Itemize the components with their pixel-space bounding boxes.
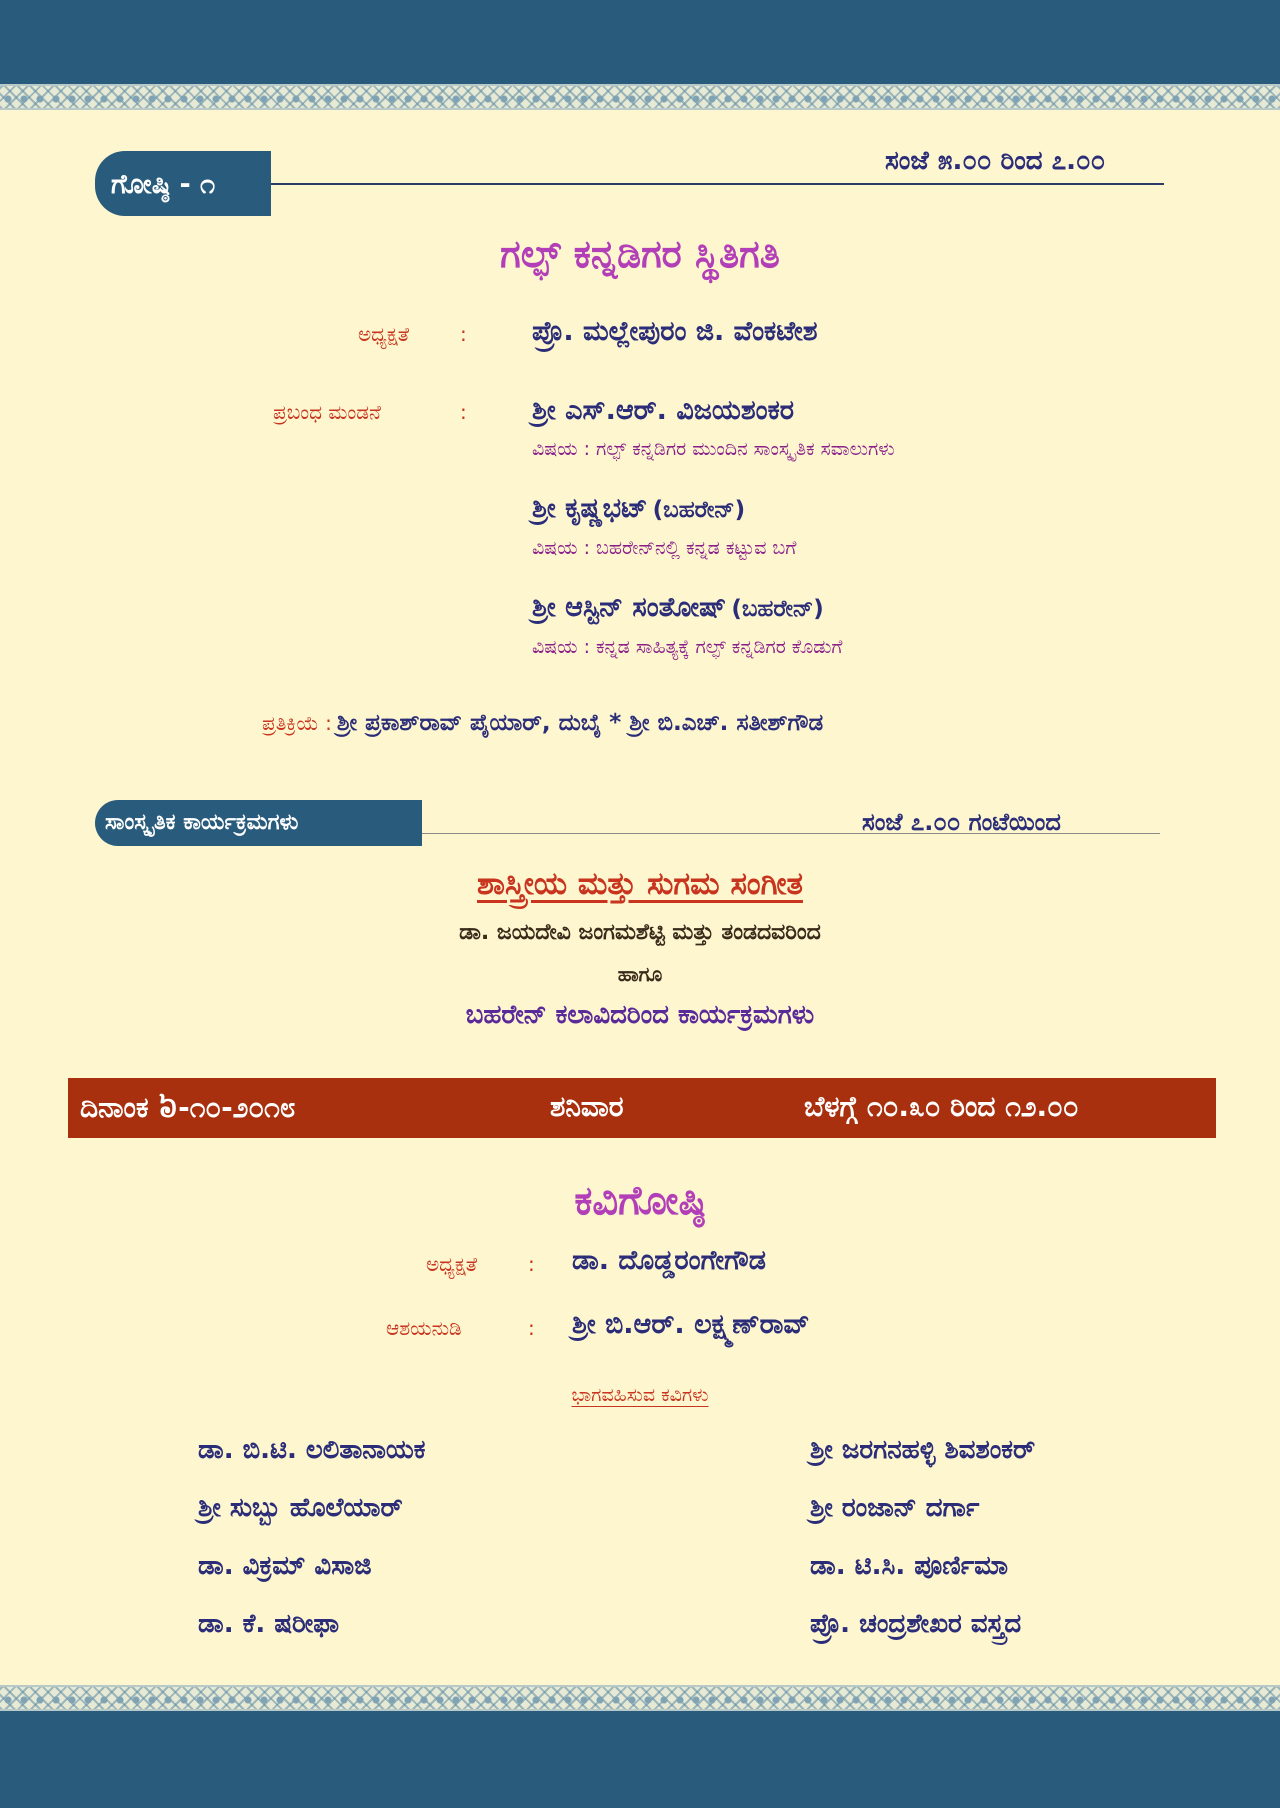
speaker-topic: ವಿಷಯ : ಗಲ್ಫ್ ಕನ್ನಡಿಗರ ಮುಂದಿನ ಸಾಂಸ್ಕೃತಿಕ ಸವಾಲುಗಳು xyxy=(532,438,895,460)
cultural-title-wrap xyxy=(0,866,1280,903)
poets-heading: ಭಾಗವಹಿಸುವ ಕವಿಗಳು xyxy=(571,1384,709,1406)
keynote-label: ಆಶಯನುಡಿ xyxy=(386,1316,462,1340)
kavigoshti-chair-label: ಅಧ್ಯಕ್ಷತೆ xyxy=(426,1252,478,1276)
top-header-band xyxy=(0,0,1280,84)
chair-label: ಅಧ್ಯಕ್ಷತೆ xyxy=(358,322,410,346)
cultural-line-2: ಹಾಗೂ xyxy=(617,962,663,986)
keynote-colon: : xyxy=(528,1316,535,1340)
speaker-item xyxy=(532,592,824,624)
session1-time: ಸಂಜೆ ೫.೦೦ ರಿಂದ ೭.೦೦ xyxy=(885,146,1106,176)
cultural-title: ಶಾಸ್ತ್ರೀಯ ಮತ್ತು ಸುಗಮ ಸಂಗೀತ xyxy=(477,866,803,902)
kavigoshti-chair-name: ಡಾ. ದೊಡ್ಡರಂಗೇಗೌಡ xyxy=(572,1245,766,1276)
kavigoshti-title: ಕವಿಗೋಷ್ಠಿ xyxy=(574,1178,706,1224)
speaker-name: ಶ್ರೀ ಕೃಷ್ಣಭಟ್ xyxy=(532,493,648,524)
papers-label: ಪ್ರಬಂಧ ಮಂಡನೆ xyxy=(273,400,381,424)
response-names: ಶ್ರೀ ಪ್ರಕಾಶ್‌ರಾವ್ ಪೈಯಾರ್, ದುಬೈ * ಶ್ರೀ ಬಿ.ಎಚ್. ಸತೀಶ್‌ಗೌಡ xyxy=(336,710,824,736)
session1-title: ಗಲ್ಫ್ ಕನ್ನಡಿಗರ ಸ್ಥಿತಿಗತಿ xyxy=(500,232,780,276)
chair-colon: : xyxy=(460,322,467,346)
speaker-location: (ಬಹರೇನ್) xyxy=(731,596,824,622)
poet-left: ಡಾ. ಬಿ.ಟಿ. ಲಲಿತಾನಾಯಕ xyxy=(198,1435,426,1465)
session1-badge: ಗೋಷ್ಠಿ - ೧ xyxy=(95,151,271,216)
date-bar-time: ಬೆಳಗ್ಗೆ ೧೦.೩೦ ರಿಂದ ೧೨.೦೦ xyxy=(804,1090,1079,1123)
poet-right: ಪ್ರೊ. ಚಂದ್ರಶೇಖರ ವಸ್ತ್ರದ xyxy=(810,1609,1022,1639)
poet-right: ಶ್ರೀ ಜರಗನಹಳ್ಳಿ ಶಿವಶಂಕರ್ xyxy=(810,1435,1036,1465)
date-bar-day: ಶನಿವಾರ xyxy=(550,1090,624,1123)
speaker-location: (ಬಹರೇನ್) xyxy=(652,497,746,523)
speaker-topic: ವಿಷಯ : ಕನ್ನಡ ಸಾಹಿತ್ಯಕ್ಕೆ ಗಲ್ಫ್ ಕನ್ನಡಿಗರ ಕೊಡುಗೆ xyxy=(532,636,843,658)
session1-header-rule xyxy=(270,183,1164,185)
speaker-item xyxy=(532,493,745,525)
bottom-footer-band xyxy=(0,1711,1280,1808)
poet-right: ಶ್ರೀ ರಂಜಾನ್ ದರ್ಗಾ xyxy=(810,1493,980,1523)
speaker-name: ಶ್ರೀ ಆಸ್ಟಿನ್ ಸಂತೋಷ್ xyxy=(532,592,727,623)
cultural-badge: ಸಾಂಸ್ಕೃತಿಕ ಕಾರ್ಯಕ್ರಮಗಳು xyxy=(95,800,422,846)
speaker-topic: ವಿಷಯ : ಬಹರೇನ್‌ನಲ್ಲಿ ಕನ್ನಡ ಕಟ್ಟುವ ಬಗೆ xyxy=(532,537,797,559)
poet-right: ಡಾ. ಟಿ.ಸಿ. ಪೂರ್ಣಿಮಾ xyxy=(810,1551,1009,1581)
cultural-line-3: ಬಹರೇನ್ ಕಲಾವಿದರಿಂದ ಕಾರ್ಯಕ್ರಮಗಳು xyxy=(465,1000,815,1030)
poet-left: ಡಾ. ವಿಕ್ರಮ್ ವಿಸಾಜಿ xyxy=(198,1551,372,1581)
poet-left: ಶ್ರೀ ಸುಬ್ಬು ಹೊಲೆಯಾರ್ xyxy=(198,1493,403,1523)
speaker-name: ಶ್ರೀ ಎಸ್.ಆರ್. ವಿಜಯಶಂಕರ xyxy=(532,395,795,426)
response-label: ಪ್ರತಿಕ್ರಿಯೆ : xyxy=(262,711,332,735)
cultural-time: ಸಂಜೆ ೭.೦೦ ಗಂಟೆಯಿಂದ xyxy=(862,808,1061,836)
speaker-item xyxy=(532,395,794,427)
date-bar-date: ದಿನಾಂಕ ៦-೧೦-೨೦೧೮ xyxy=(80,1091,296,1124)
date-bar xyxy=(68,1078,1216,1138)
kavigoshti-chair-colon: : xyxy=(528,1252,535,1276)
response-line xyxy=(262,710,823,736)
papers-colon: : xyxy=(460,400,467,424)
chair-name: ಪ್ರೊ. ಮಲ್ಲೇಪುರಂ ಜಿ. ವೆಂಕಟೇಶ xyxy=(532,316,818,347)
poet-left: ಡಾ. ಕೆ. ಷರೀಫಾ xyxy=(198,1609,340,1639)
poets-heading-wrap xyxy=(0,1384,1280,1406)
bottom-decorative-border xyxy=(0,1685,1280,1711)
cultural-line-1: ಡಾ. ಜಯದೇವಿ ಜಂಗಮಶೆಟ್ಟಿ ಮತ್ತು ತಂಡದವರಿಂದ xyxy=(459,920,821,945)
keynote-name: ಶ್ರೀ ಬಿ.ಆರ್. ಲಕ್ಷ್ಮಣ್‌ರಾವ್ xyxy=(572,1309,810,1340)
top-decorative-border xyxy=(0,84,1280,110)
